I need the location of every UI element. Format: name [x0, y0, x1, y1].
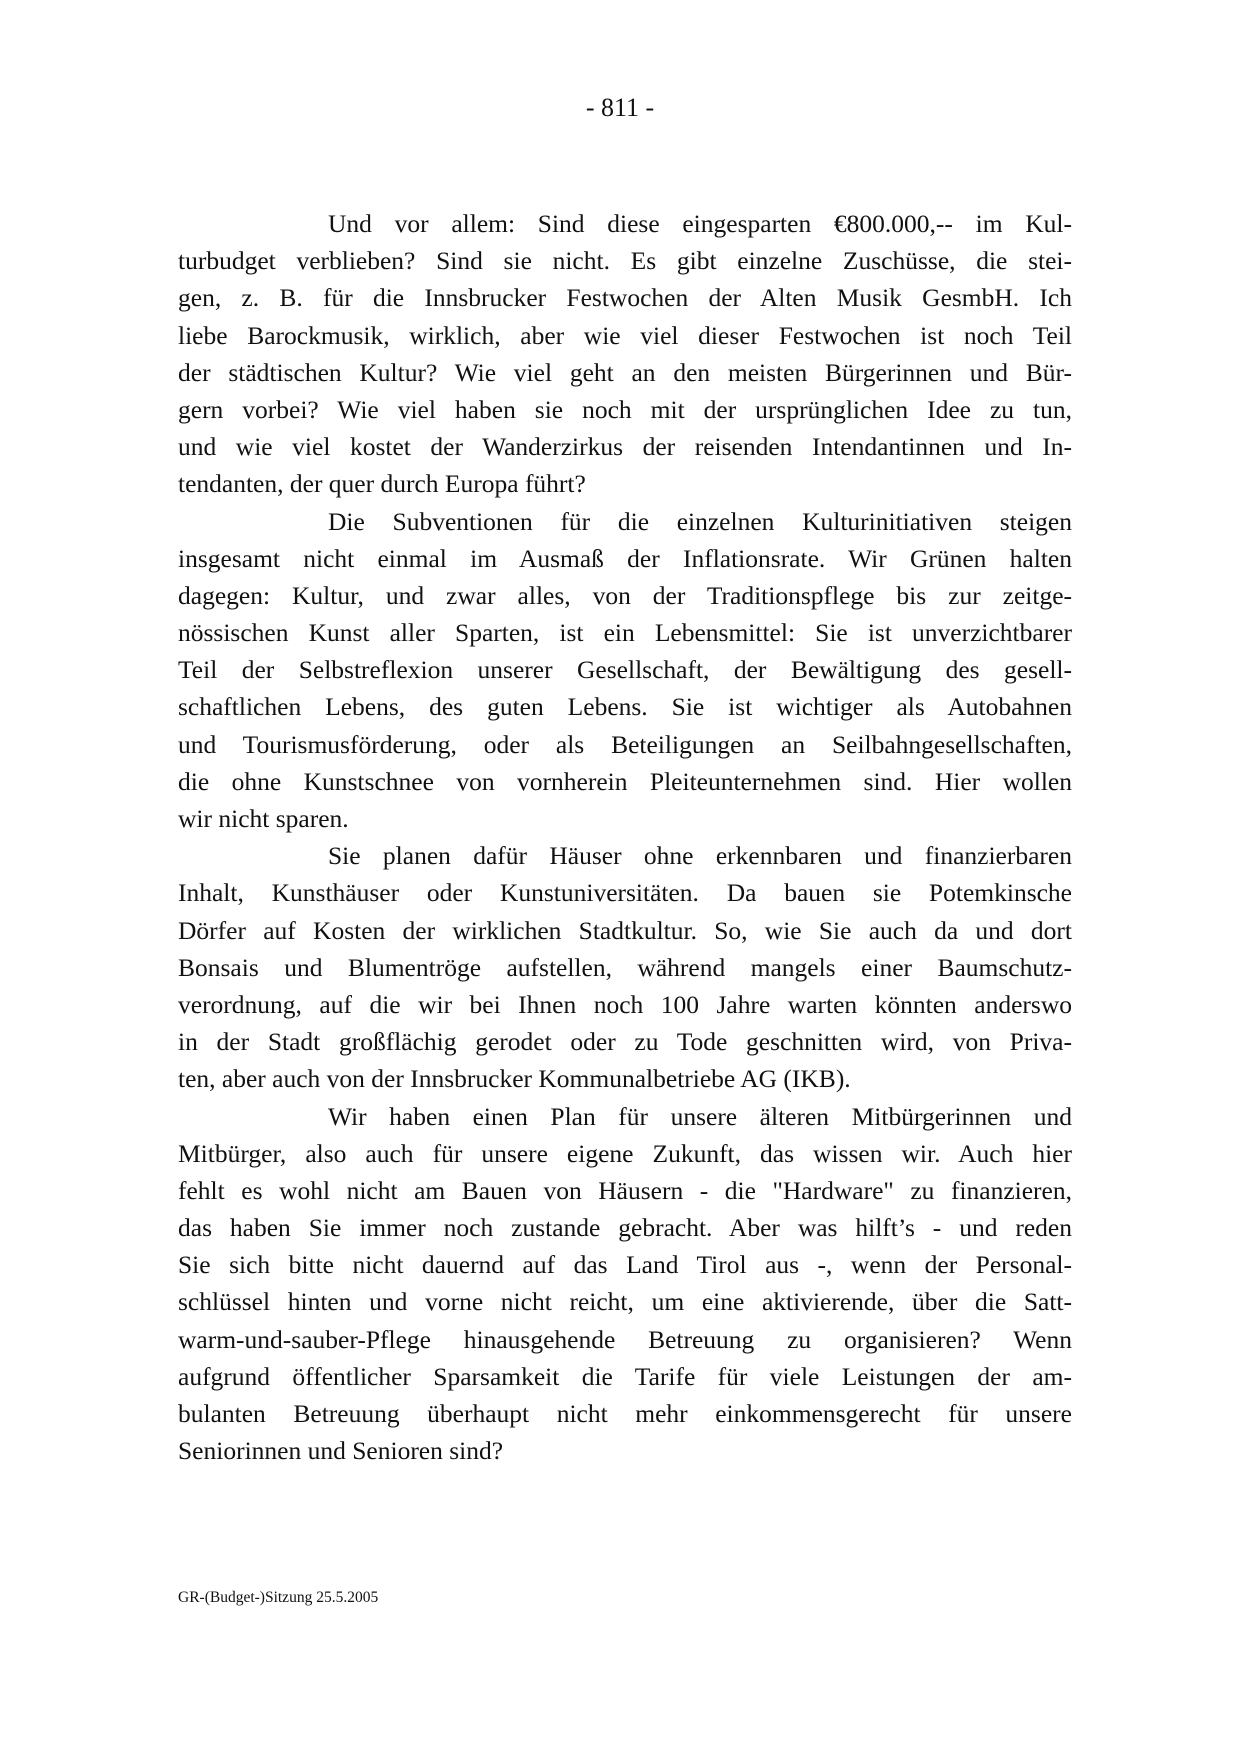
page-number: - 811 - — [585, 93, 655, 122]
paragraph-line: aufgrund öffentlicher Sparsamkeit die Tarife für viele Leistungen der am- — [178, 1361, 1072, 1391]
body-text — [178, 205, 1072, 1469]
paragraph-line: liebe Barockmusik, wirklich, aber wie viel dieser Festwochen ist noch Teil — [178, 320, 1072, 350]
paragraph-line: gern vorbei? Wie viel haben sie noch mit der ursprünglichen Idee zu tun, — [178, 394, 1072, 424]
paragraph-line: tendanten, der quer durch Europa führt? — [178, 469, 586, 499]
paragraph-line: in der Stadt großflächig gerodet oder zu Tode geschnitten wird, von Priva- — [178, 1027, 1072, 1057]
paragraph-line: und Tourismusförderung, oder als Beteiligungen an Seilbahngesellschaften, — [178, 729, 1072, 759]
paragraph-line: Und vor allem: Sind diese eingesparten €800.000,-- im Kul- — [328, 209, 1072, 238]
paragraph-line: fehlt es wohl nicht am Bauen von Häusern - die "Hardware" zu finanzieren, — [178, 1175, 1072, 1205]
paragraph-line: das haben Sie immer noch zustande gebracht. Aber was hilft’s - und reden — [178, 1213, 1072, 1243]
paragraph-line: schlüssel hinten und vorne nicht reicht, um eine aktivierende, über die Satt- — [178, 1287, 1072, 1317]
paragraph-line: verordnung, auf die wir bei Ihnen noch 100 Jahre warten könnten anderswo — [178, 989, 1072, 1019]
paragraph-line: Seniorinnen und Senioren sind? — [178, 1436, 504, 1466]
paragraph-line: Teil der Selbstreflexion unserer Gesellschaft, der Bewältigung des gesell- — [178, 655, 1072, 685]
paragraph-line: die ohne Kunstschnee von vornherein Pleiteunternehmen sind. Hier wollen — [178, 766, 1072, 796]
paragraph-line: warm-und-sauber-Pflege hinausgehende Betreuung zu organisieren? Wenn — [178, 1324, 1072, 1354]
paragraph-line: Die Subventionen für die einzelnen Kulturinitiativen steigen — [328, 506, 1072, 536]
paragraph-line: dagegen: Kultur, und zwar alles, von der Traditionspflege bis zur zeitge- — [178, 580, 1072, 610]
paragraph-line: Sie planen dafür Häuser ohne erkennbaren und finanzierbaren — [328, 841, 1072, 871]
footer-session-label: GR-(Budget-)Sitzung 25.5.2005 — [178, 1589, 379, 1606]
paragraph-line: schaftlichen Lebens, des guten Lebens. Sie ist wichtiger als Autobahnen — [178, 692, 1072, 722]
paragraph-line: insgesamt nicht einmal im Ausmaß der Inflationsrate. Wir Grünen halten — [178, 543, 1072, 573]
paragraph-line: Sie sich bitte nicht dauernd auf das Land Tirol aus -, wenn der Personal- — [178, 1250, 1072, 1280]
paragraph-line: Mitbürger, also auch für unsere eigene Zukunft, das wissen wir. Auch hier — [178, 1138, 1072, 1168]
paragraph-line: gen, z. B. für die Innsbrucker Festwochen der Alten Musik GesmbH. Ich — [178, 283, 1072, 313]
paragraph-line: Dörfer auf Kosten der wirklichen Stadtkultur. So, wie Sie auch da und dort — [178, 915, 1072, 945]
paragraph-line: turbudget verblieben? Sind sie nicht. Es gibt einzelne Zuschüsse, die stei- — [178, 246, 1072, 276]
paragraph-line: und wie viel kostet der Wanderzirkus der reisenden Intendantinnen und In- — [178, 432, 1072, 462]
paragraph-line: ten, aber auch von der Innsbrucker Kommunalbetriebe AG (IKB). — [178, 1064, 851, 1094]
paragraph-line: der städtischen Kultur? Wie viel geht an den meisten Bürgerinnen und Bür- — [178, 357, 1072, 387]
paragraph-line: Inhalt, Kunsthäuser oder Kunstuniversitäten. Da bauen sie Potemkinsche — [178, 878, 1072, 908]
paragraph-line: bulanten Betreuung überhaupt nicht mehr einkommensgerecht für unsere — [178, 1399, 1072, 1428]
paragraph-line: Bonsais und Blumentröge aufstellen, während mangels einer Baumschutz- — [178, 952, 1072, 982]
paragraph-line: Wir haben einen Plan für unsere älteren Mitbürgerinnen und — [328, 1101, 1072, 1131]
paragraph-line: wir nicht sparen. — [178, 804, 349, 833]
paragraph-line: nössischen Kunst aller Sparten, ist ein Lebensmittel: Sie ist unverzichtbarer — [178, 618, 1072, 648]
